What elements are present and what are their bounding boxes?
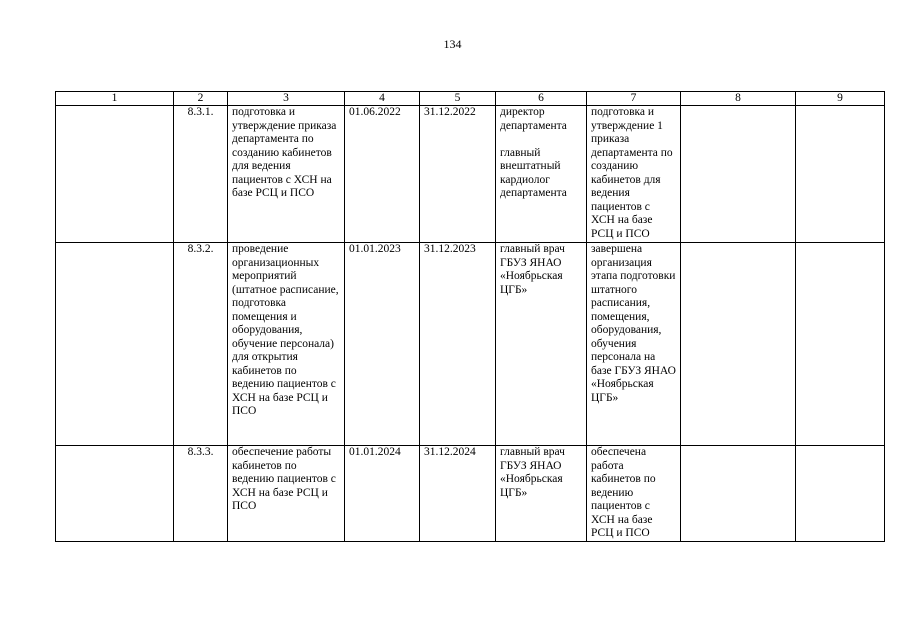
table-row: [56, 446, 885, 542]
cell-start-date: 01.01.2023: [345, 243, 420, 446]
cell-responsible: [496, 106, 587, 243]
column-header-2: 2: [174, 92, 228, 106]
cell-col9: [796, 243, 885, 446]
cell-col9: [796, 106, 885, 243]
cell-start-date: 01.06.2022: [345, 106, 420, 243]
cell-responsible: [496, 243, 587, 446]
column-header-3: 3: [228, 92, 345, 106]
page-number: 134: [443, 37, 462, 51]
cell-col1: [56, 243, 174, 446]
column-header-1: 1: [56, 92, 174, 106]
cell-result: обеспечена работа кабинетов по ведению пациентов с ХСН на базе РСЦ и ПСО: [587, 446, 681, 542]
cell-col9: [796, 446, 885, 542]
responsible-line: главный внештатный кардиолог департамента: [500, 146, 567, 199]
cell-item-number: 8.3.3.: [174, 446, 228, 542]
column-header-6: 6: [496, 92, 587, 106]
plan-table: [55, 91, 885, 542]
column-header-8: 8: [681, 92, 796, 106]
cell-result: завершена организация этапа подготовки штатного расписания, помещения, оборудования, обучения персонала на базе ГБУЗ ЯНАО «Ноябрьская ЦГБ»: [587, 243, 681, 446]
responsible-line: главный врач ГБУЗ ЯНАО «Ноябрьская ЦГБ»: [500, 446, 565, 499]
column-header-7: 7: [587, 92, 681, 106]
cell-task: проведение организационных мероприятий (штатное расписание, подготовка помещения и оборудования, обучение персонала) для открытия кабинетов по ведению пациентов с ХСН на базе РСЦ и ПСО: [228, 243, 345, 446]
cell-item-number: 8.3.2.: [174, 243, 228, 446]
cell-col1: [56, 106, 174, 243]
cell-col1: [56, 446, 174, 542]
column-header-9: 9: [796, 92, 885, 106]
responsible-line: главный врач ГБУЗ ЯНАО «Ноябрьская ЦГБ»: [500, 243, 565, 296]
column-header-4: 4: [345, 92, 420, 106]
cell-task: обеспечение работы кабинетов по ведению пациентов с ХСН на базе РСЦ и ПСО: [228, 446, 345, 542]
cell-col8: [681, 446, 796, 542]
responsible-line: директор департамента: [500, 106, 567, 132]
cell-col8: [681, 243, 796, 446]
cell-result: подготовка и утверждение 1 приказа департамента по созданию кабинетов для ведения пациентов с ХСН на базе РСЦ и ПСО: [587, 106, 681, 243]
header-row: [56, 92, 885, 106]
cell-end-date: 31.12.2023: [420, 243, 496, 446]
table-row: [56, 243, 885, 446]
cell-end-date: 31.12.2024: [420, 446, 496, 542]
column-header-5: 5: [420, 92, 496, 106]
cell-start-date: 01.01.2024: [345, 446, 420, 542]
cell-end-date: 31.12.2022: [420, 106, 496, 243]
paragraph-gap: [500, 133, 582, 147]
cell-responsible: [496, 446, 587, 542]
cell-col8: [681, 106, 796, 243]
table-row: [56, 106, 885, 243]
cell-task: подготовка и утверждение приказа департамента по созданию кабинетов для ведения пациентов с ХСН на базе РСЦ и ПСО: [228, 106, 345, 243]
cell-item-number: 8.3.1.: [174, 106, 228, 243]
